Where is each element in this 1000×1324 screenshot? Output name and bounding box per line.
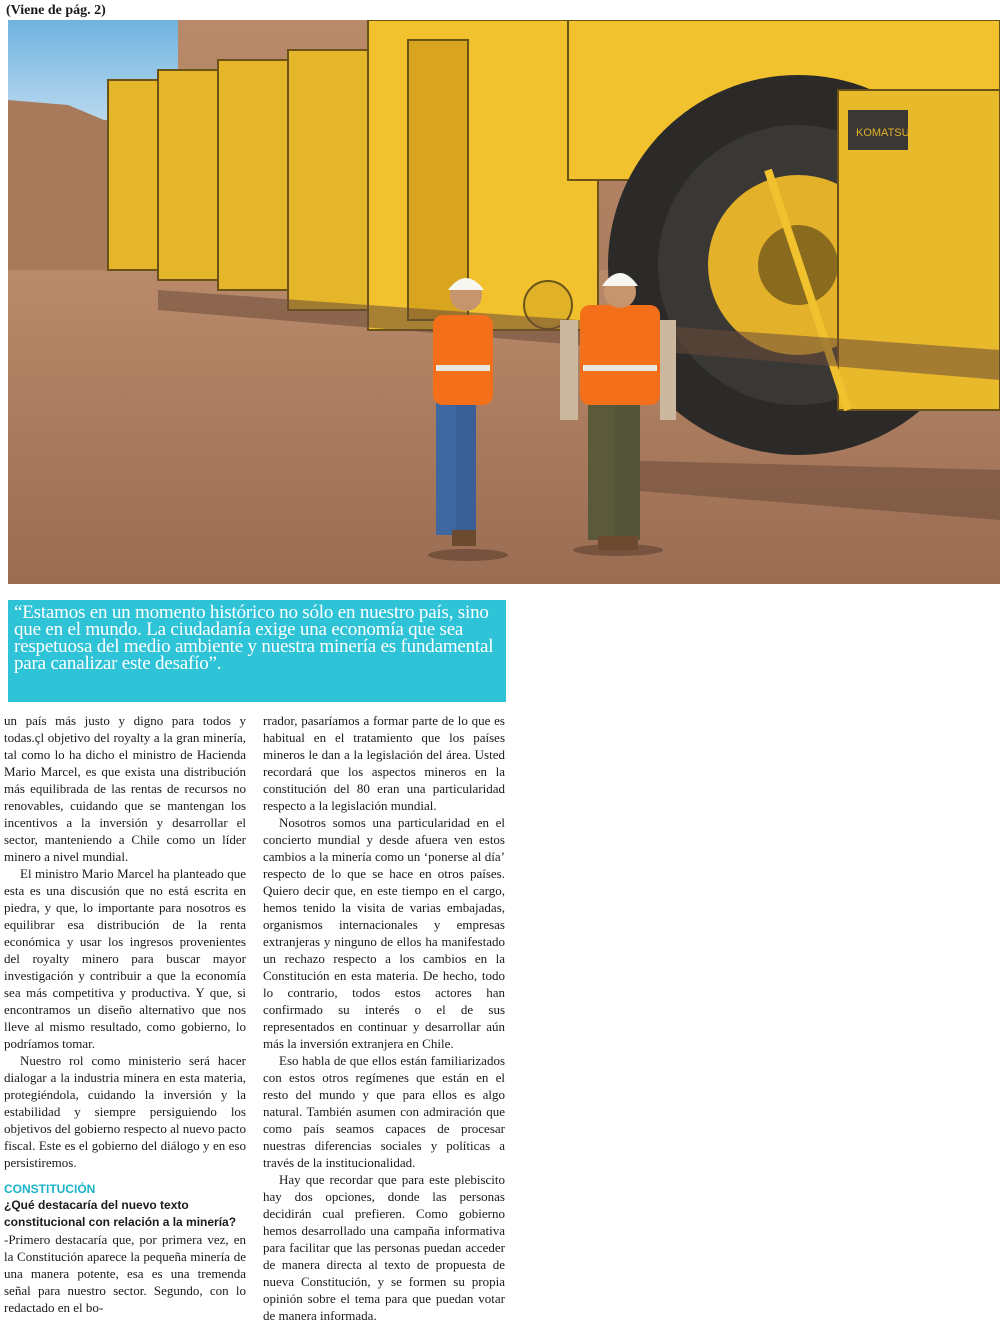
paragraph: El ministro Mario Marcel ha planteado que esta es una discusión que no está escrita en piedra, y que, lo importante para nosotros es equilibrar esa distribución de la renta económica y usar los ingresos provenientes del royalty minero para buscar mayor investigación y contribuir a que la economía sea más competitiva y productiva. Y que, si encontramos un diseño alternativo que nos lleve al mismo resultado, como gobierno, lo podríamos tomar. [4,866,246,1051]
paragraph: Nuestro rol como ministerio será hacer dialogar a la industria minera en esta materia, protegiéndola, cuidando la inversión y la estabilidad y siempre persiguiendo los objetivos del gobierno respecto al nuevo pacto fiscal. Este es el gobierno del diálogo y en eso persistiremos. [4,1053,246,1170]
article-column-left [4,712,246,1316]
pull-quote-box [8,600,506,702]
mining-trucks-photo [8,20,1000,584]
paragraph: Eso habla de que ellos están familiarizados con estos otros regímenes que están en el resto del mundo y que para ellos es algo natural. También asumen con admiración que como país seamos capaces de procesar nuestras diferencias sociales y políticas a través de la institucionalidad. [263,1053,505,1170]
paragraph: Nosotros somos una particularidad en el concierto mundial y desde afuera ven estos cambios a la minería como un ‘ponerse al día’ respecto de lo que se hace en otros países. Quiero decir que, en este tiempo en el cargo, hemos tenido la visita de varias embajadas, organismos internacionales y empresas extranjeras y ninguno de ellos ha manifestado un rechazo respecto a los cambios en la Constitución en esta materia. De hecho, todo lo contrario, todos estos actores han confirmado su interés o el de sus representados en continuar y desarrollar aún más la inversión extranjera en Chile. [263,815,505,1051]
pull-quote-text: “Estamos en un momento histórico no sólo en nuestro país, sino que en el mundo. La ciudadanía exige una economía que sea respetuosa del medio ambiente y nuestra minería es fundamental para canalizar este desafío”. [14,602,494,674]
truck-brand-label: KOMATSU [856,127,910,139]
paragraph: rrador, pasaríamos a formar parte de lo que es habitual en el tratamiento que los países mineros le dan a la legislación del área. Usted recordará que los aspectos mineros en la constitución del 80 eran una particularidad respecto a la legislación mundial. [263,713,505,813]
paragraph: Hay que recordar que para este plebiscito hay dos opciones, donde las personas decidirán cual prefieren. Como gobierno hemos desarrollado una campaña informativa para facilitar que las personas puedan acceder de manera directa al texto de propuesta de nueva Constitución, y se formen su propia opinión sobre el tema para que puedan votar de manera informada. [263,1172,505,1323]
article-column-right [263,712,505,1324]
paragraph: -Primero destacaría que, por primera vez, en la Constitución aparece la pequeña minería de una manera potente, esa es una tremenda señal para nuestro sector. Segundo, con lo redactado en el bo- [4,1232,246,1315]
section-heading: CONSTITUCIÓN [4,1182,96,1196]
continued-from-page: (Viene de pág. 2) [6,3,106,18]
distant-trucks [108,50,378,310]
interview-question: ¿Qué destacaría del nuevo texto constitucional con relación a la minería? [4,1198,237,1229]
paragraph: un país más justo y digno para todos y todas.çl objetivo del royalty a la gran minería, tal como lo ha dicho el ministro de Hacienda Mario Marcel, es que exista una distribución más equilibrada de las rentas de recursos no renovables, cuidando que se mantengan los incentivos a la inversión y desarrollar el sector, manteniendo a Chile como un líder minero a nivel mundial. [4,713,246,864]
middle-truck [368,20,598,330]
